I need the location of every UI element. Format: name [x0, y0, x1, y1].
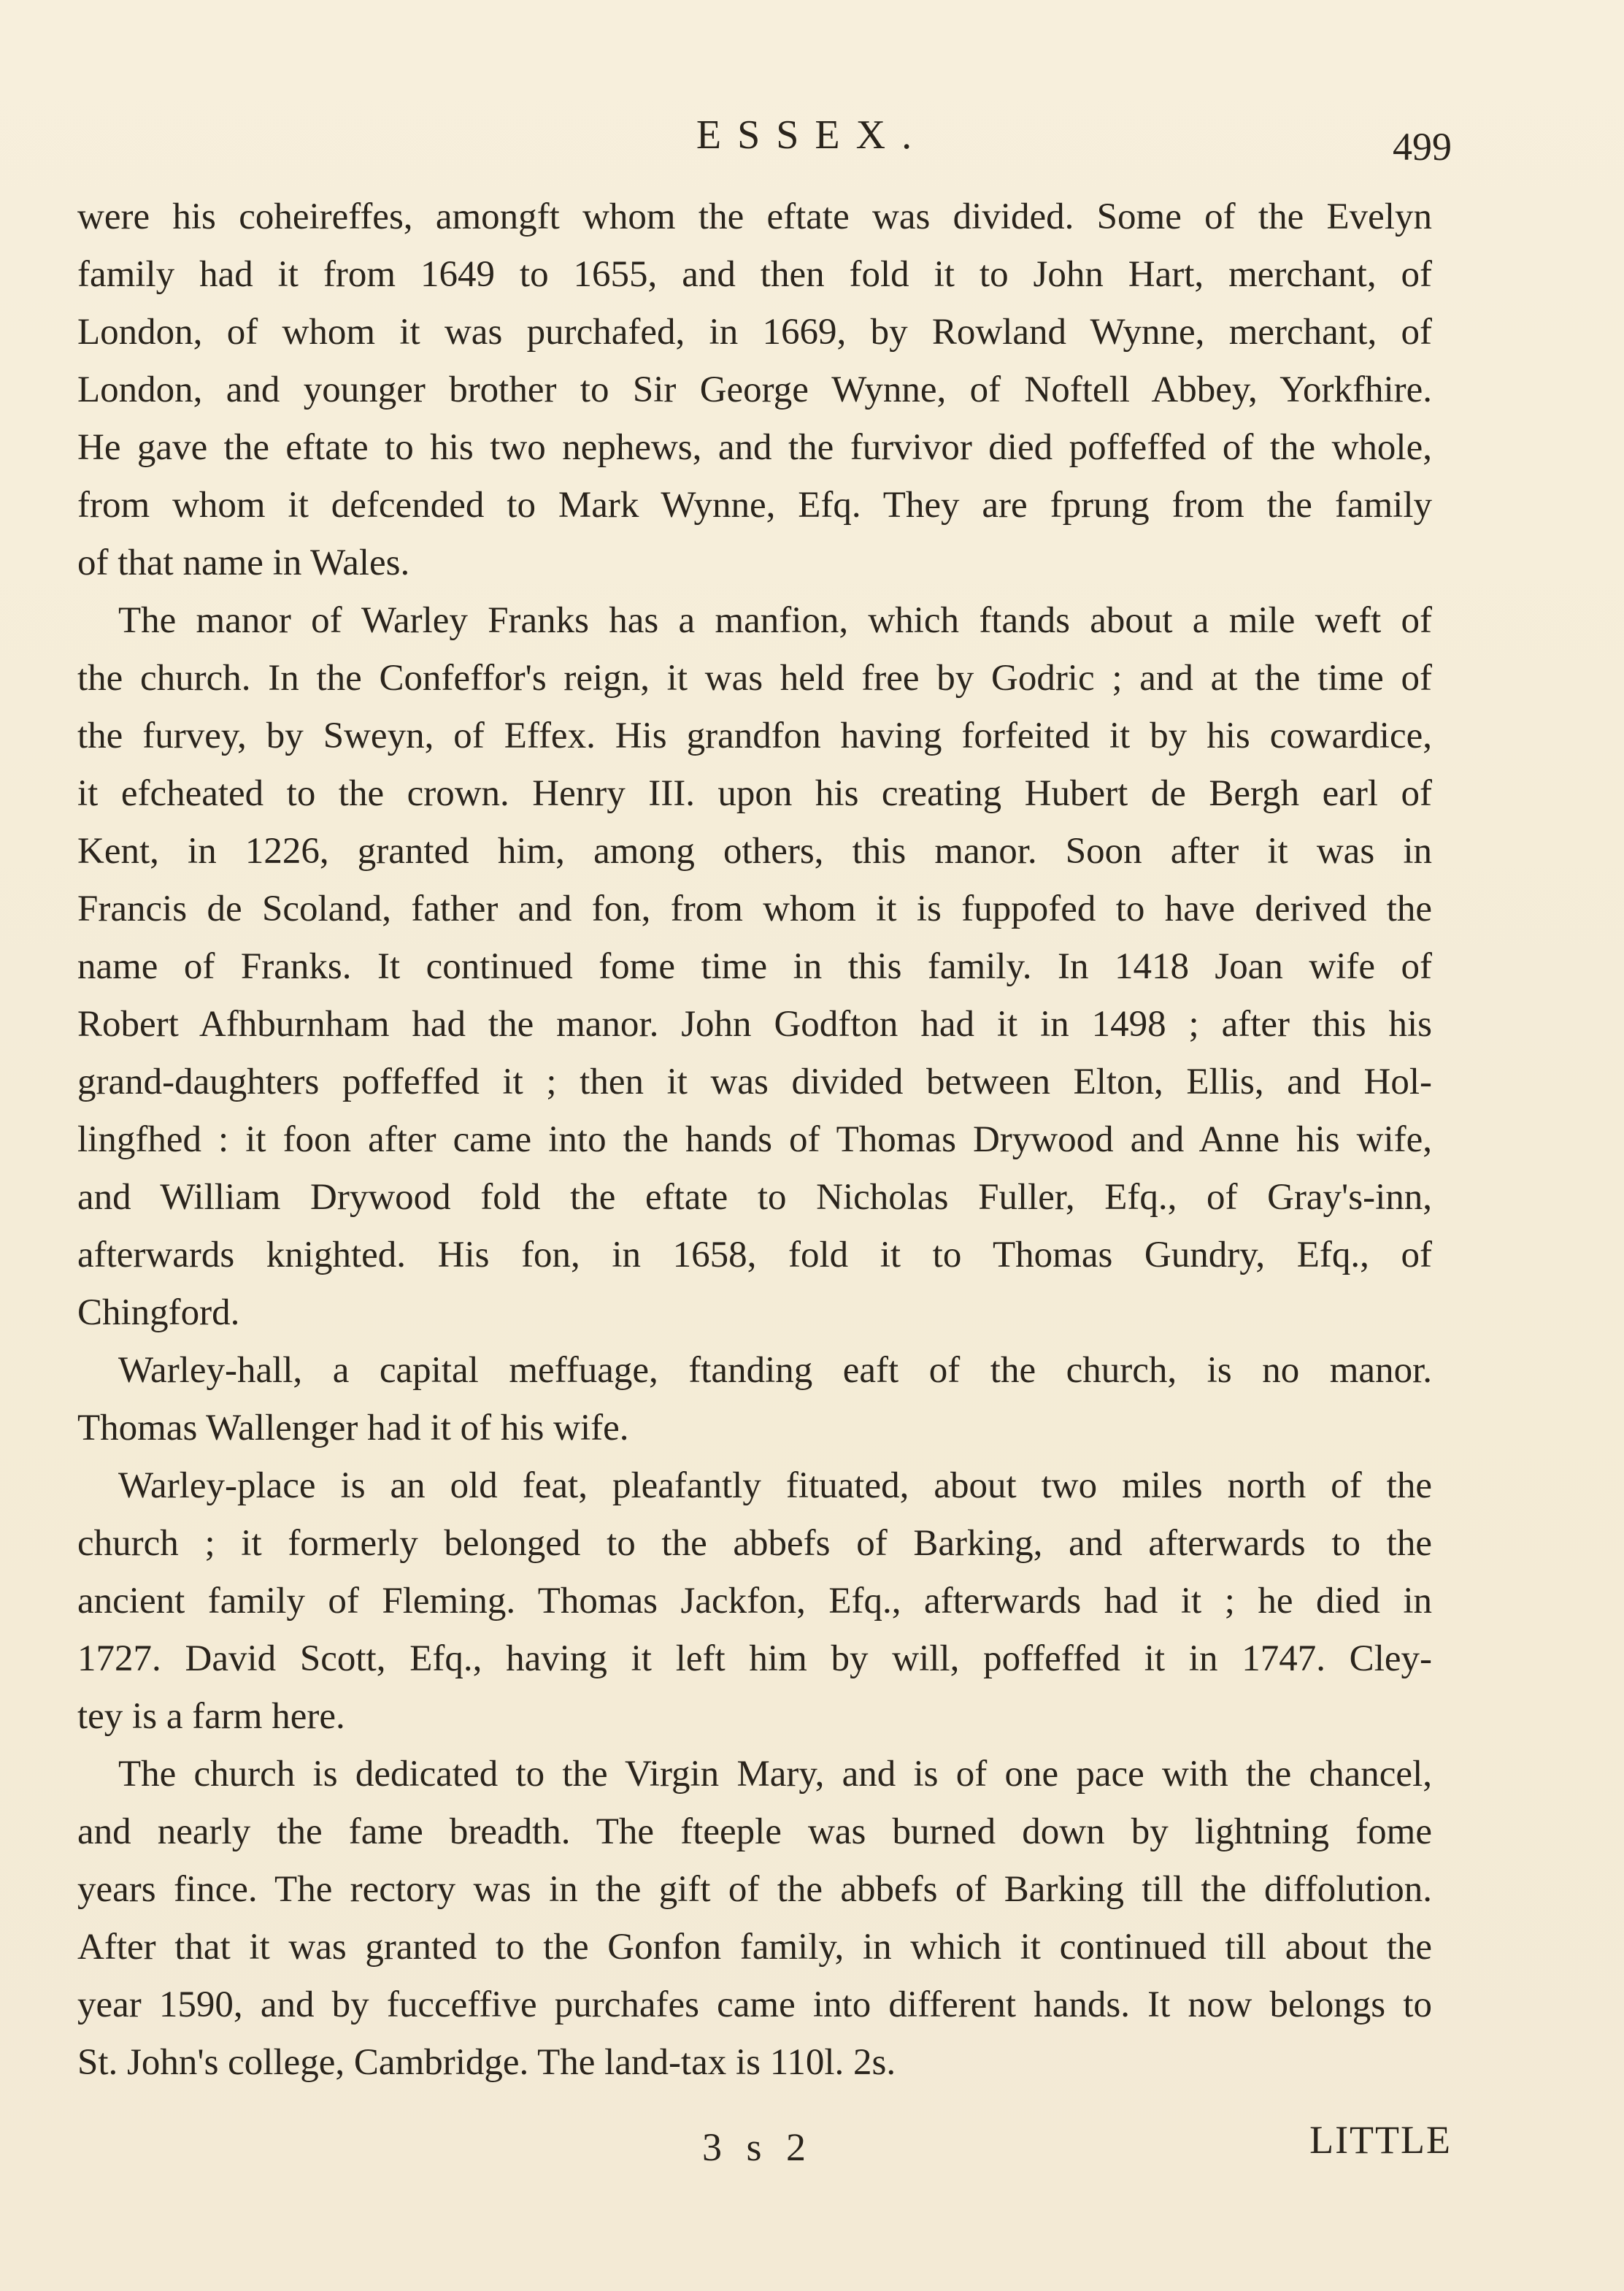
text-line: lingfhed : it foon after came into the hands of Thomas Drywood and Anne his wife,: [77, 1119, 1432, 1160]
text-line: years fince. The rectory was in the gift of the abbefs of Barking till the diffolution.: [77, 1869, 1432, 1910]
page-footer: [0, 2117, 1624, 2183]
text-line: Francis de Scoland, father and fon, from whom it is fuppofed to have derived the: [77, 889, 1432, 929]
text-line: from whom it defcended to Mark Wynne, Efq. They are fprung from the family: [77, 485, 1432, 526]
text-line: London, and younger brother to Sir George Wynne, of Noftell Abbey, Yorkfhire.: [77, 369, 1432, 410]
text-line: ancient family of Fleming. Thomas Jackfon, Efq., afterwards had it ; he died in: [77, 1581, 1432, 1622]
text-line: were his coheireffes, amongft whom the eftate was divided. Some of the Evelyn: [77, 196, 1432, 237]
text-line: grand-daughters poffeffed it ; then it was divided between Elton, Ellis, and Hol-: [77, 1062, 1432, 1102]
text-line: tey is a farm here.: [77, 1696, 345, 1737]
text-line: and nearly the fame breadth. The fteeple was burned down by lightning fome: [77, 1811, 1432, 1852]
text-line: 1727. David Scott, Efq., having it left him by will, poffeffed it in 1747. Cley-: [77, 1638, 1432, 1679]
text-line: family had it from 1649 to 1655, and then fold it to John Hart, merchant, of: [77, 254, 1432, 295]
paragraph: [77, 592, 1432, 1342]
paragraph: [77, 1746, 1432, 2092]
signature-mark: 3 s 2: [702, 2125, 814, 2169]
text-line: Robert Afhburnham had the manor. John Godfton had it in 1498 ; after this his: [77, 1004, 1432, 1045]
text-line: The manor of Warley Franks has a manfion, which ftands about a mile weft of: [118, 600, 1432, 641]
text-line: London, of whom it was purchafed, in 1669, by Rowland Wynne, merchant, of: [77, 312, 1432, 353]
paragraph: [77, 1457, 1432, 1746]
text-line: name of Franks. It continued fome time in this family. In 1418 Joan wife of: [77, 946, 1432, 987]
text-line: Kent, in 1226, granted him, among others, this manor. Soon after it was in: [77, 831, 1432, 872]
text-line: it efcheated to the crown. Henry III. upon his creating Hubert de Bergh earl of: [77, 773, 1432, 814]
text-line: the furvey, by Sweyn, of Effex. His grandfon having forfeited it by his cowardice,: [77, 715, 1432, 756]
paragraph: [77, 188, 1432, 592]
catchword: LITTLE: [1309, 2118, 1452, 2162]
text-line: and William Drywood fold the eftate to Nicholas Fuller, Efq., of Gray's-inn,: [77, 1177, 1432, 1218]
text-line: year 1590, and by fucceffive purchafes came into different hands. It now belongs to: [77, 1984, 1432, 2025]
text-line: church ; it formerly belonged to the abbefs of Barking, and afterwards to the: [77, 1523, 1432, 1564]
text-line: afterwards knighted. His fon, in 1658, fold it to Thomas Gundry, Efq., of: [77, 1235, 1432, 1275]
body-text: [77, 188, 1432, 2092]
text-line: Warley-hall, a capital meffuage, ftanding eaft of the church, is no manor.: [118, 1350, 1432, 1391]
text-line: He gave the eftate to his two nephews, and the furvivor died poffeffed of the whole,: [77, 427, 1432, 468]
text-line: Thomas Wallenger had it of his wife.: [77, 1408, 629, 1448]
text-line: Chingford.: [77, 1292, 240, 1333]
paragraph: [77, 1342, 1432, 1457]
text-line: After that it was granted to the Gonfon family, in which it continued till about the: [77, 1927, 1432, 1968]
text-line: of that name in Wales.: [77, 542, 410, 583]
text-line: Warley-place is an old feat, pleafantly fituated, about two miles north of the: [118, 1465, 1432, 1506]
running-head: ESSEX.: [696, 112, 928, 158]
text-line: St. John's college, Cambridge. The land-tax is 110l. 2s.: [77, 2042, 896, 2083]
text-line: the church. In the Confeffor's reign, it was held free by Godric ; and at the time of: [77, 658, 1432, 699]
page-number: 499: [1393, 125, 1452, 169]
text-line: The church is dedicated to the Virgin Mary, and is of one pace with the chancel,: [118, 1754, 1432, 1795]
